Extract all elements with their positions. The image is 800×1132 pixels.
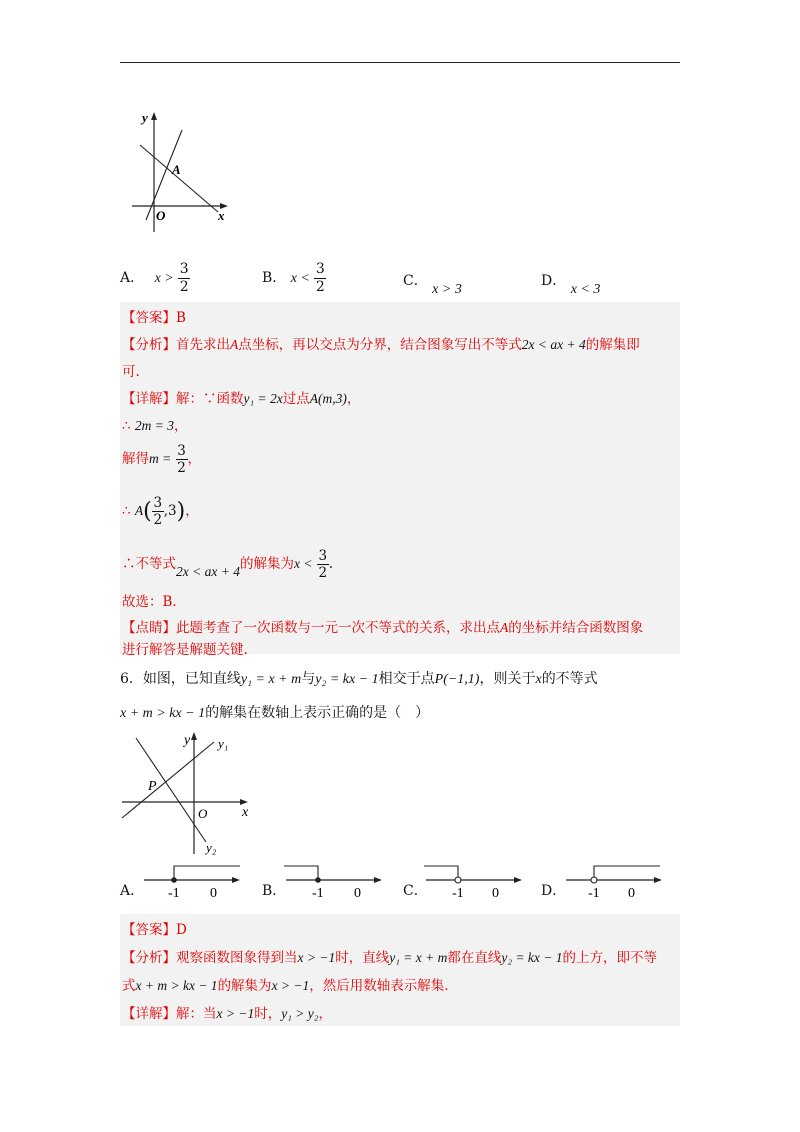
graph-x-label: x (218, 208, 225, 223)
open-dot (455, 877, 461, 883)
graph-y2-label: y₂ (206, 840, 217, 855)
q5-graph (128, 108, 234, 240)
svg-text:0: 0 (210, 886, 217, 900)
svg-text:0: 0 (354, 886, 361, 900)
svg-text:0: 0 (492, 886, 499, 900)
q6-stem-line2: x + m > kx − 1的解集在数轴上表示正确的是（ ） (120, 705, 430, 721)
closed-dot (315, 877, 321, 883)
graph-y-label: y (184, 733, 191, 748)
q6-option-d-letter[interactable]: D． (541, 883, 567, 899)
svg-text:-1: -1 (312, 886, 324, 900)
q6-detail-line: 【详解】解：当x > −1时，y₁ > y₂， (122, 1006, 332, 1022)
graph-x-label: x (242, 805, 249, 820)
line-decreasing (140, 145, 218, 212)
q6-answer: 【答案】D (122, 922, 187, 938)
svg-text:-1: -1 (588, 886, 600, 900)
q5-option-d[interactable]: D． x < 3 (541, 273, 601, 297)
graph-origin-label: O (156, 208, 166, 223)
q5-solution-panel (120, 302, 680, 654)
q6-option-a-letter[interactable]: A． (120, 883, 145, 899)
graph-y1-label: y₁ (218, 736, 229, 751)
line-y2 (136, 738, 206, 842)
q6-analysis-line1: 【分析】观察函数图象得到当x > −1时，直线y₁ = x + m都在直线y₂ = kx − 1的上方，即不等 (122, 950, 658, 966)
q5-option-a[interactable]: A． x > $\frac{3}{2}$ (120, 261, 189, 295)
q5-answer: 【答案】B (122, 310, 186, 326)
q5-comment-line1: 【点睛】此题考查了一次函数与一元一次不等式的关系，求出点A的坐标并结合函数图象 (122, 620, 644, 636)
graph-y-label: y (142, 110, 148, 125)
q5-analysis-line1: 【分析】首先求出A点坐标，再以交点为分界，结合图象写出不等式2x < ax + 4的解集即 (122, 337, 640, 353)
q5-step2: 解得m = $\frac{3}{2}$ ， (122, 443, 202, 477)
q5-option-b[interactable]: B． x < $\frac{3}{2}$ (262, 261, 325, 295)
graph-point-a-label: A (172, 162, 181, 177)
svg-text:-1: -1 (168, 886, 180, 900)
header-rule (120, 62, 680, 63)
q6-option-b-numberline[interactable] (282, 858, 386, 900)
q6-option-c-numberline[interactable] (422, 858, 526, 900)
open-dot (591, 877, 597, 883)
q6-option-d-numberline[interactable] (562, 858, 666, 900)
q5-step4: ∴不等式2x < ax + 4的解集为x < $\frac{3}{2}$ . (122, 548, 334, 582)
q6-analysis-line2: 式x + m > kx − 1的解集为x > −1，然后用数轴表示解集. (122, 978, 449, 994)
q5-choice: 故选：B． (122, 594, 186, 610)
q5-analysis-line2: 可. (122, 364, 140, 380)
svg-text:-1: -1 (452, 886, 464, 900)
svg-text:0: 0 (628, 886, 635, 900)
q6-option-c-letter[interactable]: C． (403, 883, 428, 899)
q6-graph (118, 730, 258, 858)
graph-origin-label: O (198, 806, 208, 821)
q5-option-c[interactable]: C． x > 3 (403, 273, 462, 297)
q5-step3: ∴ A( $\frac{3}{2}$ ,3)， (122, 495, 199, 529)
q6-stem-line1: 6．如图，已知直线y₁ = x + m与y₂ = kx − 1相交于点P(−1,1)，则关于x的不等式 (120, 671, 598, 687)
closed-dot (171, 877, 177, 883)
q5-comment-line2: 进行解答是解题关键. (122, 642, 248, 658)
q6-option-a-numberline[interactable] (140, 858, 244, 900)
graph-point-p-label: P (148, 779, 157, 794)
q5-detail-line: 【详解】解：∵函数y₁ = 2x过点A(m,3)， (122, 391, 361, 407)
q6-option-b-letter[interactable]: B． (262, 883, 287, 899)
q5-step1: ∴ 2m = 3， (122, 418, 188, 434)
